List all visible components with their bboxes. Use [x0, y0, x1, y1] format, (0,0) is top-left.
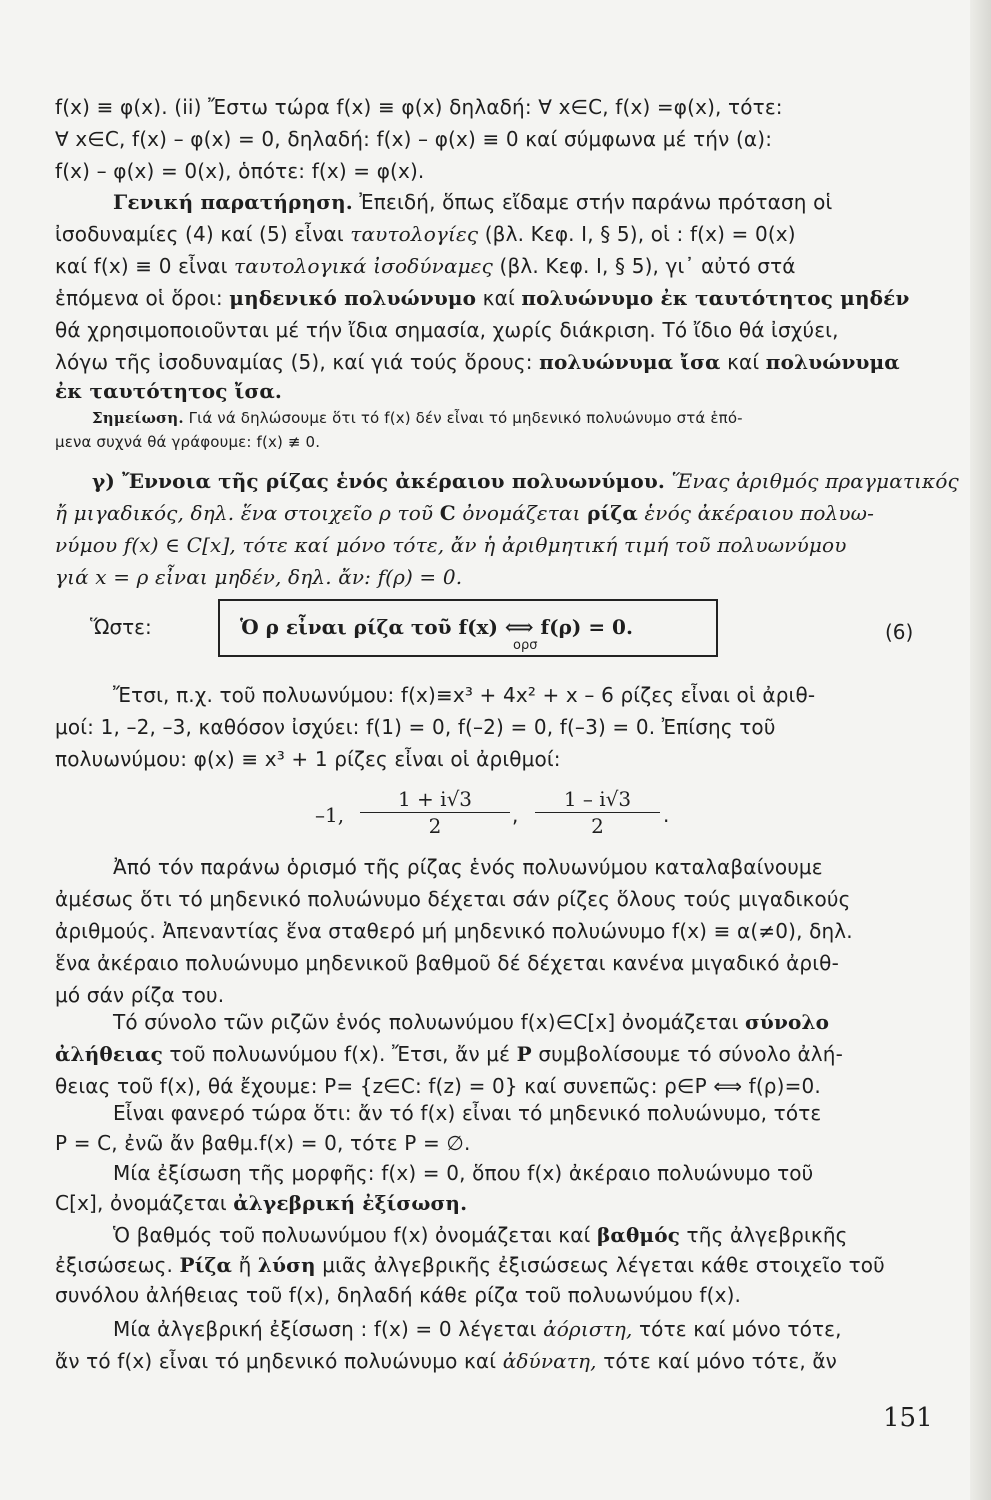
general-remark-title: Γενική παρατήρηση.: [113, 190, 353, 214]
italic-term: ταυτολογικά ἰσοδύναμες: [234, 254, 494, 278]
text-span: τότε καί μόνο τότε,: [632, 1317, 842, 1341]
text-line: [55, 347, 925, 377]
page-number: 151: [883, 1403, 933, 1433]
text-line: μό σάν ρίζα του.: [55, 983, 225, 1007]
root-fraction-2: [535, 786, 660, 839]
text-span: καί f(x) ≡ 0 εἶναι: [55, 254, 235, 278]
fraction-denominator: 2: [591, 814, 604, 838]
fraction-numerator: 1 – i√3: [535, 786, 660, 813]
text-line: θειας τοῦ f(x), θά ἔχουμε: P= {z∈C: f(z) = 0} καί συνεπῶς: ρ∈P ⟺ f(ρ)=0.: [55, 1074, 821, 1098]
text-line: νύμου f(x) ∈ C[x], τότε καί μόνο τότε, ἄν ἡ ἀριθμητική τιμή τοῦ πολυωνύμου: [55, 533, 847, 557]
bold-term: πολυώνυμα: [765, 350, 900, 374]
fraction-period: .: [663, 803, 670, 827]
text-line: [113, 1220, 928, 1250]
bold-term: ἀλήθειας: [55, 1042, 163, 1066]
text-line: f(x) ≡ φ(x). (ii) Ἔστω τώρα f(x) ≡ φ(x) δηλαδή: ∀ x∈C, f(x) =φ(x), τότε:: [55, 95, 783, 119]
equation-number: (6): [885, 620, 914, 644]
text-line: [55, 498, 925, 528]
root-minus-one: –1,: [315, 803, 345, 827]
bold-term: P: [516, 1042, 532, 1066]
fraction-separator: ,: [512, 803, 519, 827]
text-line: πολυωνύμου: φ(x) ≡ x³ + 1 ρίζες εἶναι οἱ ἀριθμοί:: [55, 747, 561, 771]
text-span: τῆς ἀλγεβρικῆς: [680, 1223, 848, 1247]
text-span: καί: [476, 286, 522, 310]
text-span: καί: [720, 350, 766, 374]
boxed-statement: Ὁ ρ εἶναι ρίζα τοῦ f(x) ⟺ f(ρ) = 0.: [240, 615, 633, 639]
text-line: ἕνα ἀκέραιο πολυώνυμο μηδενικοῦ βαθμοῦ δέ δέχεται κανένα μιγαδικό ἀριθ-: [55, 951, 839, 975]
text-span: συμβολίσουμε τό σύνολο ἀλή-: [531, 1042, 843, 1066]
bold-term: πολυώνυμο ἐκ ταυτότητος μηδέν: [521, 286, 910, 310]
text-line: [55, 283, 925, 313]
fraction-numerator: 1 + i√3: [360, 786, 510, 813]
text-span: τότε καί μόνο τότε, ἄν: [596, 1349, 838, 1373]
text-line: [113, 1007, 928, 1037]
text-line: ∀ x∈C, f(x) – φ(x) = 0, δηλαδή: f(x) – φ(x) ≡ 0 καί σύμφωνα μέ τήν (α):: [55, 127, 773, 151]
page-spine-shadow: [970, 0, 991, 1500]
text-span: ἑπόμενα οἱ ὅροι:: [55, 286, 230, 310]
bold-term: C: [439, 501, 456, 525]
text-span: Ὁ βαθμός τοῦ πολυωνύμου f(x) ὀνομάζεται καί: [113, 1223, 597, 1247]
text-span: Τό σύνολο τῶν ριζῶν ἑνός πολυωνύμου f(x)∈C[x] ὀνομάζεται: [113, 1010, 746, 1034]
text-span: Μία ἀλγεβρική ἐξίσωση : f(x) = 0 λέγεται: [113, 1317, 544, 1341]
text-line: [55, 1250, 925, 1280]
text-line: Ἀπό τόν παράνω ὁρισμό τῆς ρίζας ἑνός πολυωνύμου καταλαβαίνουμε: [113, 855, 823, 879]
text-span: C[x], ὀνομάζεται: [55, 1191, 234, 1215]
italic-text: ἤ μιγαδικός, δηλ. ἕνα στοιχεῖο ρ τοῦ: [55, 501, 440, 525]
text-span: Γιά νά δηλώσουμε ὅτι τό f(x) δέν εἶναι τό μηδενικό πολυώνυμο στά ἑπό-: [183, 409, 743, 427]
note-line: [92, 406, 962, 430]
text-line: συνόλου ἀλήθειας τοῦ f(x), δηλαδή κάθε ρίζα τοῦ πολυωνύμου f(x).: [55, 1283, 742, 1307]
text-line: P = C, ἐνῶ ἄν βαθμ.f(x) = 0, τότε P = ∅.: [55, 1131, 471, 1155]
text-line: [55, 219, 925, 249]
text-span: ἤ: [232, 1253, 258, 1277]
text-line: ἀμέσως ὅτι τό μηδενικό πολυώνυμο δέχεται σάν ρίζες ὅλους τούς μιγαδικούς: [55, 887, 851, 911]
text-span: (βλ. Κεφ. Ι, § 5), γι᾽ αὐτό στά: [493, 254, 796, 278]
bold-term: ρίζα: [587, 501, 638, 525]
text-span: Ἐπειδή, ὅπως εἴδαμε στήν παράνω πρόταση οἱ: [352, 190, 833, 214]
note-line: μενα συχνά θά γράφουμε: f(x) ≢ 0.: [55, 433, 321, 451]
text-line: [113, 1314, 928, 1344]
bold-term: ἀλγεβρική ἐξίσωση.: [233, 1191, 468, 1215]
text-line: Ἔτσι, π.χ. τοῦ πολυωνύμου: f(x)≡x³ + 4x² + x – 6 ρίζες εἶναι οἱ ἀριθ-: [113, 683, 816, 707]
italic-term: ἀδύνατη,: [502, 1349, 597, 1373]
text-line: γιά x = ρ εἶναι μηδέν, δηλ. ἄν: f(ρ) = 0.: [55, 565, 463, 589]
section-heading-line: [92, 466, 962, 496]
text-span: (βλ. Κεφ. Ι, § 5), οἱ : f(x) = 0(x): [478, 222, 796, 246]
bold-term: λύση: [257, 1253, 316, 1277]
section-gamma-title: γ) Ἔννοια τῆς ρίζας ἑνός ἀκέραιου πολυωνύμου.: [92, 469, 665, 493]
italic-term: ταυτολογίες: [350, 222, 479, 246]
boxed-lead: Ὥστε:: [90, 615, 152, 639]
text-span: τοῦ πολυωνύμου f(x). Ἔτσι, ἄν μέ: [162, 1042, 517, 1066]
text-span: λόγω τῆς ἰσοδυναμίας (5), καί γιά τούς ὅρους:: [55, 350, 540, 374]
italic-text: ἑνός ἀκέραιου πολυω-: [637, 501, 875, 525]
italic-text: Ἕνας ἀριθμός πραγματικός: [664, 469, 959, 493]
bold-term: βαθμός: [596, 1223, 681, 1247]
bold-term: σύνολο: [745, 1010, 830, 1034]
text-span: ἐξισώσεως.: [55, 1253, 180, 1277]
bold-term: Ρίζα: [179, 1253, 233, 1277]
text-span: ἰσοδυναμίες (4) καί (5) εἶναι: [55, 222, 351, 246]
text-line: θά χρησιμοποιοῦνται μέ τήν ἴδια σημασία, χωρίς διάκριση. Τό ἴδιο θά ἰσχύει,: [55, 318, 839, 342]
text-line: Μία ἐξίσωση τῆς μορφῆς: f(x) = 0, ὅπου f(x) ἀκέραιο πολυώνυμο τοῦ: [113, 1161, 814, 1185]
text-span: μιᾶς ἀλγεβρικῆς ἐξισώσεως λέγεται κάθε στοιχεῖο τοῦ: [315, 1253, 885, 1277]
text-line: [55, 376, 925, 406]
bold-term: μηδενικό πολυώνυμο: [229, 286, 477, 310]
note-title: Σημείωση.: [92, 409, 184, 427]
boxed-subscript: ορσ: [513, 638, 538, 653]
bold-term: πολυώνυμα ἴσα: [539, 350, 721, 374]
root-fraction-1: [360, 786, 510, 839]
general-remark-line: [113, 187, 983, 217]
text-line: f(x) – φ(x) = 0(x), ὁπότε: f(x) = φ(x).: [55, 159, 425, 183]
text-line: Εἶναι φανερό τώρα ὅτι: ἄν τό f(x) εἶναι τό μηδενικό πολυώνυμο, τότε: [113, 1101, 822, 1125]
text-line: [55, 1346, 925, 1376]
italic-term: ἀόριστη,: [543, 1317, 633, 1341]
text-line: [55, 1188, 925, 1218]
text-line: ἀριθμούς. Ἀπεναντίας ἕνα σταθερό μή μηδενικό πολυώνυμο f(x) ≡ α(≠0), δηλ.: [55, 919, 853, 943]
bold-term: ἐκ ταυτότητος ἴσα.: [55, 379, 283, 403]
text-line: μοί: 1, –2, –3, καθόσον ἰσχύει: f(1) = 0, f(–2) = 0, f(–3) = 0. Ἐπίσης τοῦ: [55, 715, 776, 739]
text-line: [55, 251, 925, 281]
text-line: [55, 1039, 925, 1069]
italic-text: ὀνομάζεται: [455, 501, 588, 525]
text-span: ἄν τό f(x) εἶναι τό μηδενικό πολυώνυμο καί: [55, 1349, 503, 1373]
fraction-denominator: 2: [428, 814, 442, 838]
